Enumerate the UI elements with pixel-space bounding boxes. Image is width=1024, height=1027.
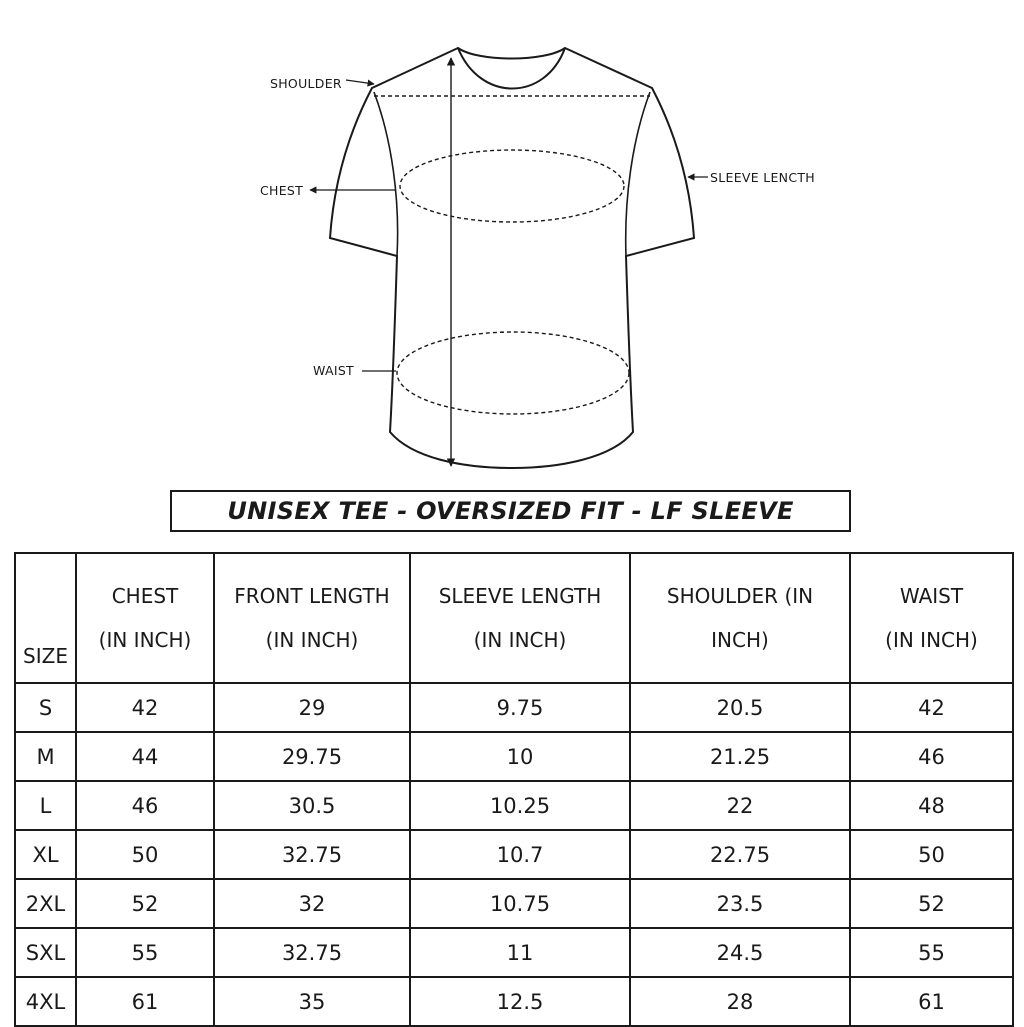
header-front-length	[214, 553, 410, 683]
header-line-2: (IN INCH)	[473, 628, 567, 652]
shoulder-label-arrow	[346, 80, 374, 84]
table-row	[15, 977, 1013, 1026]
header-line-1: FRONT LENGTH	[234, 584, 390, 608]
chest-cell: 50	[76, 830, 214, 879]
size-cell: 4XL	[15, 977, 76, 1026]
front-length-cell: 29.75	[214, 732, 410, 781]
table-row	[15, 732, 1013, 781]
waist-measure-ellipse	[397, 332, 629, 414]
shoulder-cell: 28	[630, 977, 850, 1026]
sleeve-length-cell: 10.75	[410, 879, 630, 928]
front-length-cell: 30.5	[214, 781, 410, 830]
table-row	[15, 928, 1013, 977]
shoulder-cell: 20.5	[630, 683, 850, 732]
header-line-2: SIZE	[23, 644, 68, 668]
chest-cell: 46	[76, 781, 214, 830]
sleeve-length-label: SLEEVE LENCTH	[710, 170, 815, 185]
size-cell: L	[15, 781, 76, 830]
sleeve-length-cell: 10.25	[410, 781, 630, 830]
header-line-2: (IN INCH)	[885, 628, 978, 652]
right-armhole-seam	[626, 92, 650, 256]
size-cell: XL	[15, 830, 76, 879]
shoulder-label: SHOULDER	[270, 76, 342, 91]
waist-cell: 50	[850, 830, 1013, 879]
table-row	[15, 683, 1013, 732]
chest-cell: 44	[76, 732, 214, 781]
left-armhole-seam	[374, 92, 398, 256]
shoulder-cell: 22.75	[630, 830, 850, 879]
table-row	[15, 879, 1013, 928]
waist-cell: 52	[850, 879, 1013, 928]
sleeve-length-cell: 12.5	[410, 977, 630, 1026]
shoulder-cell: 22	[630, 781, 850, 830]
header-shoulder	[630, 553, 850, 683]
waist-cell: 48	[850, 781, 1013, 830]
chest-cell: 52	[76, 879, 214, 928]
size-chart-table	[14, 552, 1014, 1027]
chest-cell: 42	[76, 683, 214, 732]
size-cell: SXL	[15, 928, 76, 977]
waist-cell: 55	[850, 928, 1013, 977]
size-cell: M	[15, 732, 76, 781]
header-sleeve-length	[410, 553, 630, 683]
size-cell: S	[15, 683, 76, 732]
header-waist	[850, 553, 1013, 683]
size-chart-title-box	[170, 490, 851, 532]
waist-cell: 61	[850, 977, 1013, 1026]
header-size	[15, 553, 76, 683]
front-length-cell: 32.75	[214, 830, 410, 879]
table-row	[15, 830, 1013, 879]
waist-cell: 46	[850, 732, 1013, 781]
waist-cell: 42	[850, 683, 1013, 732]
header-line-1: WAIST	[899, 584, 964, 608]
header-line-1: CHEST	[111, 584, 179, 608]
chest-cell: 61	[76, 977, 214, 1026]
header-line-1: SHOULDER (IN	[666, 584, 814, 608]
header-line-2: (IN INCH)	[98, 628, 192, 652]
shoulder-cell: 21.25	[630, 732, 850, 781]
chest-label: CHEST	[260, 183, 304, 198]
header-chest	[76, 553, 214, 683]
sleeve-length-cell: 9.75	[410, 683, 630, 732]
front-length-cell: 32.75	[214, 928, 410, 977]
tshirt-outline	[330, 48, 694, 468]
header-line-2: (IN INCH)	[265, 628, 359, 652]
waist-label: WAIST	[313, 363, 354, 378]
tshirt-measurement-diagram	[0, 0, 1024, 480]
shoulder-cell: 23.5	[630, 879, 850, 928]
chest-cell: 55	[76, 928, 214, 977]
chest-measure-ellipse	[400, 150, 624, 222]
header-line-1: SLEEVE LENGTH	[438, 584, 602, 608]
sleeve-length-cell: 10	[410, 732, 630, 781]
sleeve-length-cell: 10.7	[410, 830, 630, 879]
size-cell: 2XL	[15, 879, 76, 928]
front-length-cell: 35	[214, 977, 410, 1026]
shoulder-cell: 24.5	[630, 928, 850, 977]
sleeve-length-cell: 11	[410, 928, 630, 977]
header-line-2: INCH)	[711, 628, 769, 652]
front-length-cell: 32	[214, 879, 410, 928]
table-header-row	[15, 553, 1013, 683]
size-chart-title: UNISEX TEE - OVERSIZED FIT - LF SLEEVE	[227, 497, 794, 525]
front-length-cell: 29	[214, 683, 410, 732]
table-row	[15, 781, 1013, 830]
